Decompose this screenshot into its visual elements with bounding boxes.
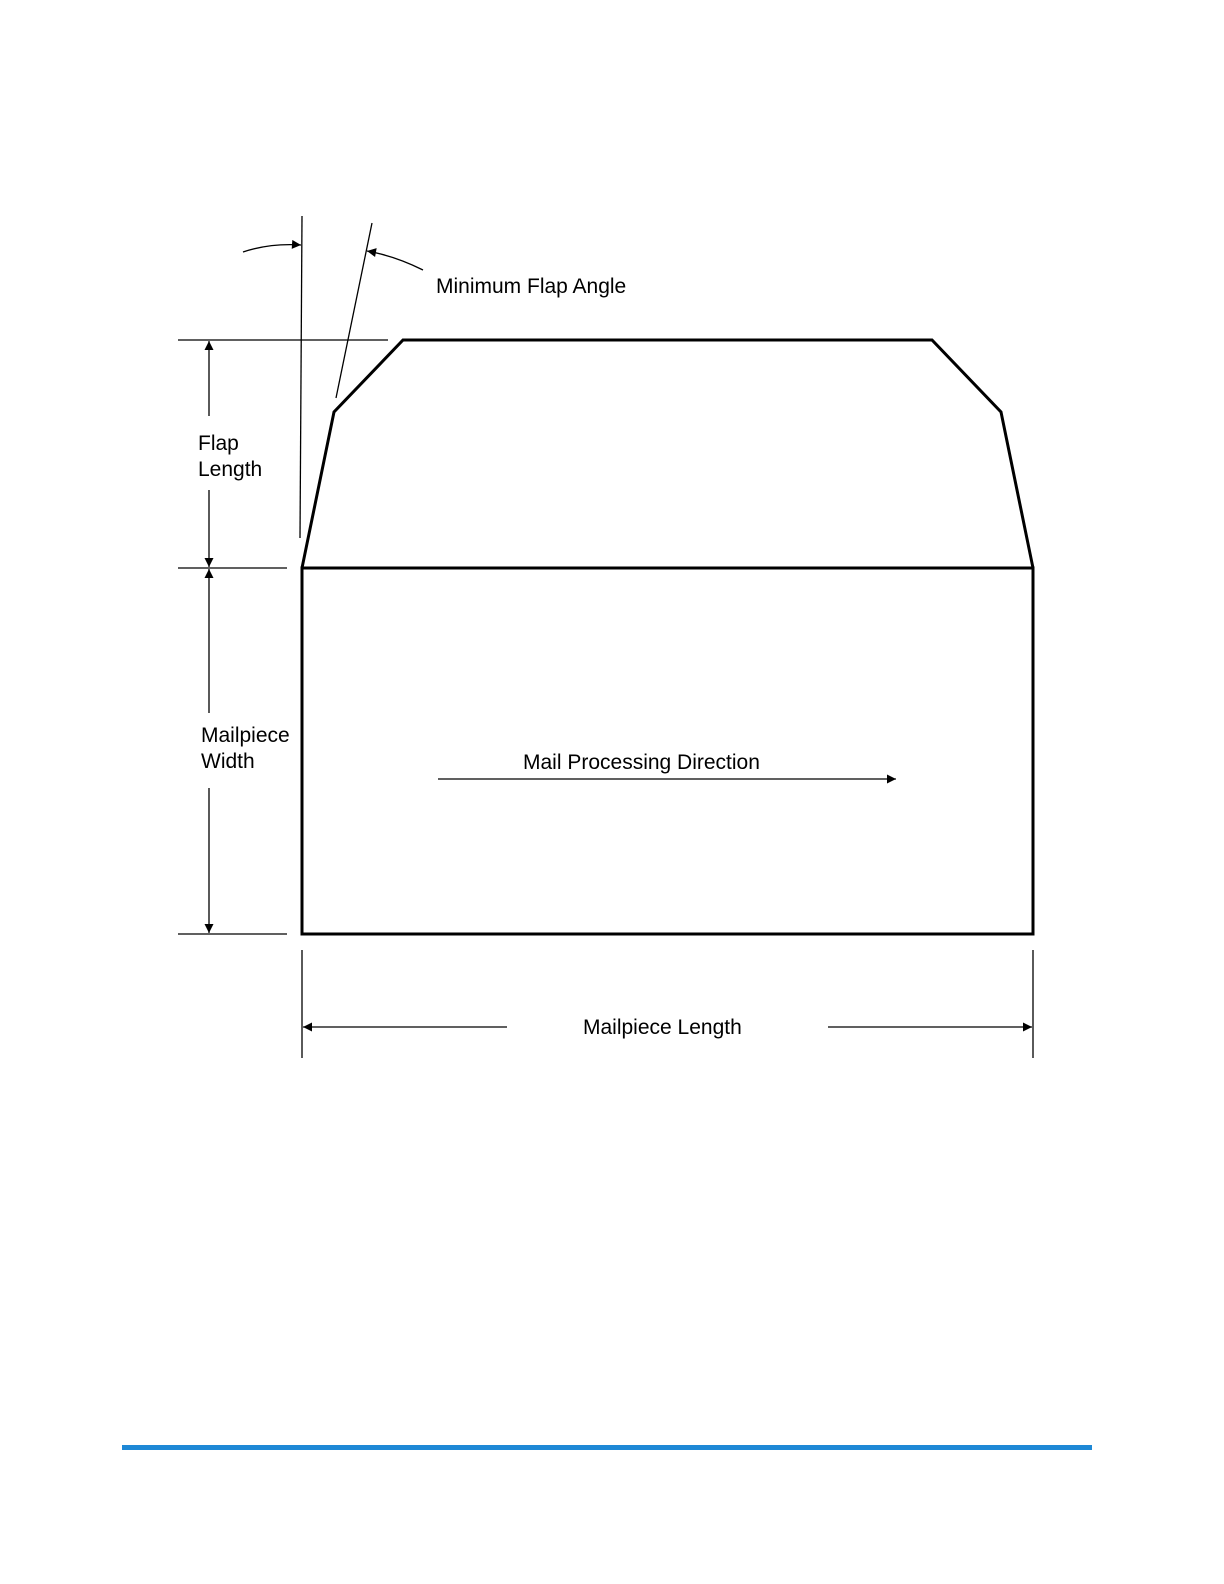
flap-angle-line	[336, 223, 372, 398]
envelope-flap-outline	[302, 340, 1033, 568]
mailpiece-width-label: Mailpiece	[201, 724, 290, 747]
flap-angle-arrow-left	[243, 245, 301, 252]
min-flap-angle-label: Minimum Flap Angle	[436, 275, 627, 298]
processing-direction-label: Mail Processing Direction	[523, 751, 760, 774]
flap-length-label: Flap	[198, 432, 239, 455]
flap-length-label-line2: Length	[198, 458, 263, 481]
flap-angle-arrow-right	[367, 251, 423, 270]
vertical-reference-line	[300, 216, 302, 538]
mailpiece-width-label-line2: Width	[201, 750, 255, 773]
mailpiece-length-label: Mailpiece Length	[583, 1016, 742, 1039]
footer-rule	[122, 1445, 1092, 1450]
